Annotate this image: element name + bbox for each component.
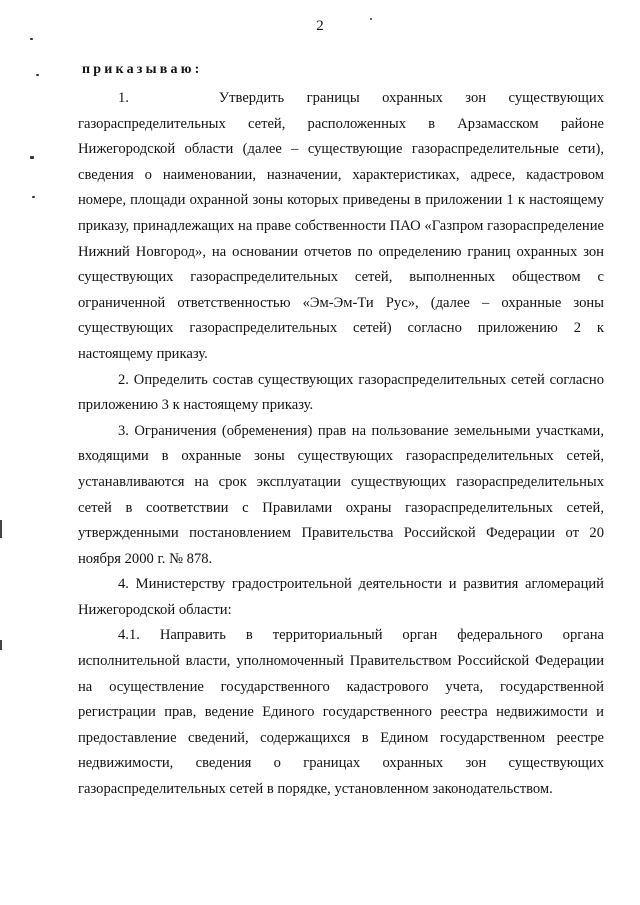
paragraph-2: 2. Определить состав существующих газораспределительных сетей согласно приложению 3 к настоящему приказу.	[78, 371, 604, 414]
page-number: 2	[316, 18, 324, 34]
paragraph-4-1: 4.1. Направить в территориальный орган федерального органа исполнительной власти, уполномоченный Правительством Российской Федерации на осуществление государственного кадастрового учета, государственной регистрации прав, ведение Единого государственного реестра недвижимости и предоставление сведений, содержащихся в Едином государственном реестре недвижимости, сведения о границах охранных зон существующих газораспределительных сетей в порядке, установленном законодательством.	[78, 627, 604, 798]
paragraph-1: 1. Утвердить границы охранных зон существующих газораспределительных сетей, расположенных в Арзамасском районе Нижегородской области (далее – существующие газораспределительные сети), сведения о наименовании, назначении, характеристиках, адресе, кадастровом номере, площади охранной зоны которых приведены в приложении 1 к настоящему приказу, принадлежащих на праве собственности ПАО «Газпром газораспределение Нижний Новгород», на основании отчетов по определению границ охранных зон существующих газораспределительных сетей, выполненных обществом с ограниченной ответственностью «Эм-Эм-Ти Рус», (далее – охранные зоны существующих газораспределительных сетей) согласно приложению 2 к настоящему приказу.	[78, 90, 604, 362]
order-heading: приказываю:	[82, 62, 203, 77]
paragraph-3: 3. Ограничения (обременения) прав на пользование земельными участками, входящими в охранные зоны существующих газораспределительных сетей, устанавливаются на срок эксплуатации существующих газораспределительных сетей в соответствии с Правилами охраны газораспределительных сетей, утвержденными постановлением Правительства Российской Федерации от 20 ноября 2000 г. № 878.	[78, 422, 604, 567]
paragraph-4: 4. Министерству градостроительной деятельности и развития агломераций Нижегородской области:	[78, 576, 604, 618]
scan-speck	[36, 74, 39, 76]
scan-edge-mark	[0, 520, 2, 538]
scan-edge-mark	[0, 640, 2, 650]
scan-speck	[32, 196, 35, 198]
document-body	[78, 86, 604, 803]
scan-speck	[30, 156, 34, 159]
scan-speck	[30, 38, 33, 40]
